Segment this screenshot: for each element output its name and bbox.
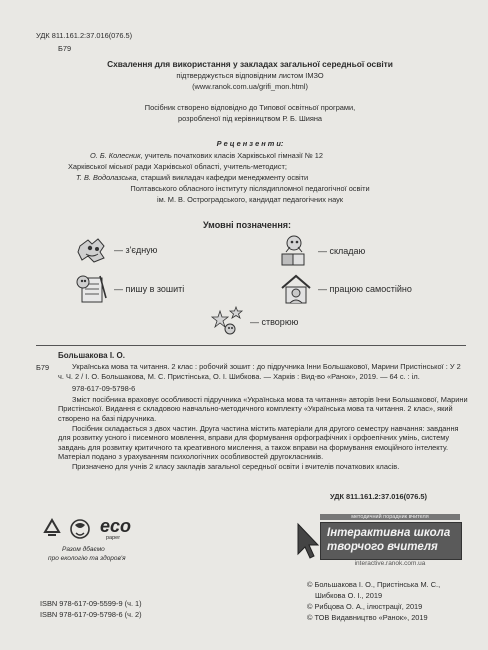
school-logo-line1: Інтерактивна школа (327, 527, 451, 539)
copyright-line2: Шибкова О. І., 2019 (315, 591, 383, 600)
eco-logo (40, 517, 150, 567)
legend-write-label: — пишу в зошиті (114, 284, 185, 294)
catalog-bbk: Б79 (36, 363, 50, 372)
reviewer1-line2: Харківської міської ради Харківської області, учитель-методист; (68, 162, 287, 171)
legend-create (210, 305, 298, 339)
legend-build (278, 234, 365, 268)
school-logo-top: методичний порадник вчителя (320, 514, 460, 520)
school-logo (292, 514, 462, 572)
reviewer2-name: Т. В. Водолазська, (76, 173, 139, 182)
reviewer2-line1 (76, 173, 308, 183)
eco-brand: eco (100, 516, 132, 536)
catalog-paragraph3: Призначено для учнів 2 класу закладів загальної середньої освіти і вчителів початкових класів. (72, 461, 400, 471)
reviewer1-name: О. Б. Колесник, (90, 151, 143, 160)
catalog-description: Українська мова та читання. 2 клас : робочий зошит : до підручника Інни Большакової, Марини Пристінської : У 2 ч. Ч. 2 / І. О. Большакова, М. С. Пристінська, О. І. Шибкова. — Харків : Вид-во «Ранок», 2019. — 64 с. : іл. (58, 362, 461, 381)
isbn-part1: ISBN 978-617-09-5599-9 (ч. 1) (40, 599, 142, 608)
udc-top: УДК 811.161.2:37.016(076.5) (36, 31, 133, 40)
divider (36, 345, 466, 346)
copyright-line1: © Большакова І. О., Пристінська М. С., (307, 580, 441, 589)
school-logo-line2: творчого вчителя (327, 541, 438, 553)
approval-title: Схвалення для використання у закладах загальної середньої освіти (107, 59, 393, 69)
legend-alone-label: — працюю самостійно (318, 284, 412, 294)
approval-url: (www.ranok.com.ua/grifi_mon.html) (192, 82, 308, 91)
reviewer1-line1 (90, 151, 323, 161)
reviewer1-role: учитель початкових класів Харківської гімназії № 12 (142, 151, 324, 160)
legend-connect-label: — з'єдную (114, 245, 158, 255)
catalog-author: Большакова І. О. (58, 351, 125, 360)
eco-brand-sub: paper (106, 535, 121, 541)
write-notebook-icon (74, 272, 110, 306)
approval-line2: підтверджується відповідним листом ІМЗО (176, 71, 324, 80)
eco-caption2: про екологію та здоров'я (48, 555, 126, 562)
legend-connect (74, 234, 157, 266)
school-logo-panel (320, 522, 462, 560)
work-alone-house-icon (278, 272, 314, 306)
isbn-part2: ISBN 978-617-09-5798-6 (ч. 2) (40, 610, 142, 619)
program-line1: Посібник створено відповідно до Типової освітньої програми, (144, 103, 356, 112)
school-logo-url: interactive.ranok.com.ua (354, 560, 426, 567)
legend-write (74, 272, 184, 306)
udc-bottom: УДК 811.161.2:37.016(076.5) (330, 492, 428, 501)
reviewer2-line3: ім. М. В. Остроградського, кандидат педагогічних наук (156, 195, 344, 204)
create-stars-icon (210, 305, 246, 339)
reviewers-heading: Р е ц е н з е н т и: (216, 139, 284, 148)
catalog-paragraph1: Зміст посібника враховує особливості підручника «Українська мова та читання» авторів Інни Большакової, Марини Пристінської. Видання є складовою навчально-методичного комплекту «Українська мова та читання. 2 клас», який створено на базі підручника. (58, 394, 468, 423)
connect-puzzle-icon (74, 234, 110, 266)
catalog-paragraph2: Посібник складається з двох частин. Друга частина містить матеріали для другого семестру навчання: завдання для розвитку усного і писемного мовлення, вправи для формування орфографічних і орфоепічних умінь, систему завдань для розвитку критичного та креативного мислення, а також вправи на формування емоційного інтелекту. Матеріал подано з урахуванням психологічних особливостей другокласників. (58, 423, 459, 462)
catalog-body (58, 362, 468, 472)
build-blocks-icon (278, 234, 314, 268)
school-cursor-icon (292, 520, 322, 560)
legend-alone (278, 272, 412, 306)
copyright-line3: © Рибцова О. А., ілюстрації, 2019 (307, 602, 423, 611)
reviewer2-role: старший викладач кафедри менеджменту освіти (138, 173, 309, 182)
legend-title: Умовні позначення: (203, 220, 292, 230)
legend-build-label: — складаю (318, 246, 366, 256)
legend-create-label: — створюю (250, 317, 299, 327)
eco-caption1: Разом дбаємо (62, 546, 105, 553)
catalog-isbn: 978-617-09-5798-6 (72, 384, 136, 394)
program-line2: розробленої під керівництвом Р. Б. Шияна (177, 114, 323, 123)
bbk-top: Б79 (58, 44, 72, 53)
copyright-line4: © ТОВ Видавництво «Ранок», 2019 (307, 613, 428, 622)
reviewer2-line2: Полтавського обласного інституту післядипломної педагогічної освіти (130, 184, 370, 193)
